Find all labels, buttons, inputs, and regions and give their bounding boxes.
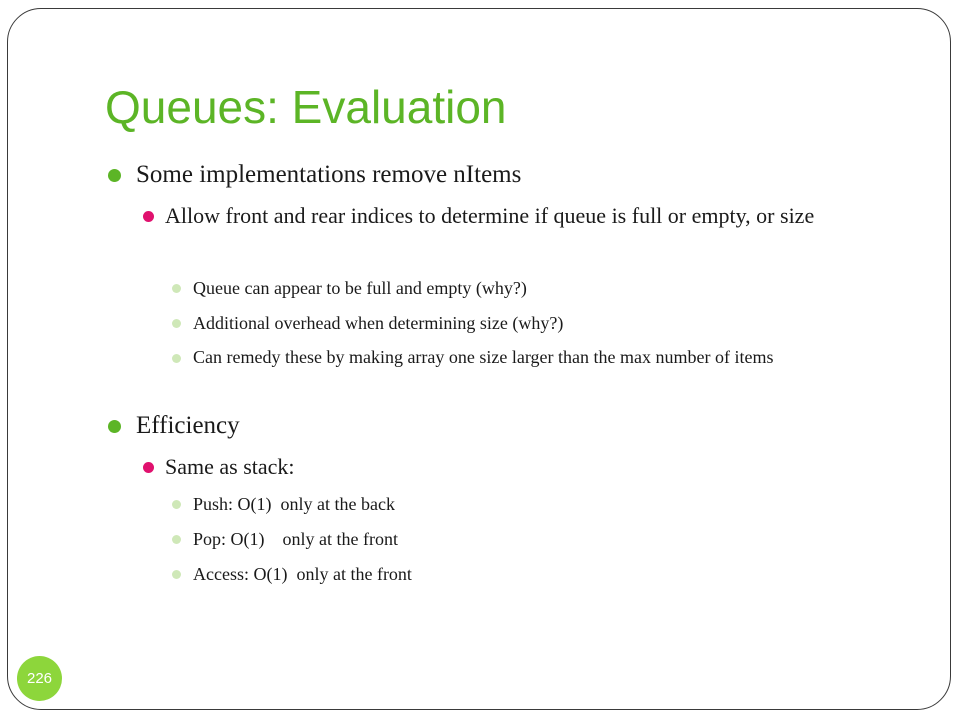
sub-sub-bullet-text: Can remedy these by making array one size larger than the max number of items [193,347,774,367]
level2-bullet-icon [143,211,154,222]
level1-bullet-icon [108,169,121,182]
level3-bullet-icon [172,284,181,293]
sub-sub-bullet-text: Queue can appear to be full and empty (why?) [193,278,527,298]
level3-bullet-icon [172,570,181,579]
sub-sub-bullet-text: Additional overhead when determining size (why?) [193,313,564,333]
level3-bullet-icon [172,354,181,363]
level2-bullet-icon [143,462,154,473]
sub-sub-bullet-text: Access: O(1) only at the front [193,564,412,584]
bullet-text: Some implementations remove nItems [136,161,522,188]
level3-bullet-icon [172,319,181,328]
page-number-badge: 226 [17,656,62,701]
level1-bullet-icon [108,420,121,433]
sub-bullet-text: Same as stack: [165,454,295,479]
bullet-text: Efficiency [136,412,240,439]
sub-sub-bullet-text: Pop: O(1) only at the front [193,529,398,549]
sub-sub-bullet-text: Push: O(1) only at the back [193,494,395,514]
sub-bullet-text: Allow front and rear indices to determine if queue is full or empty, or size [165,203,815,228]
level3-bullet-icon [172,535,181,544]
slide-title: Queues: Evaluation [105,81,507,133]
level3-bullet-icon [172,500,181,509]
